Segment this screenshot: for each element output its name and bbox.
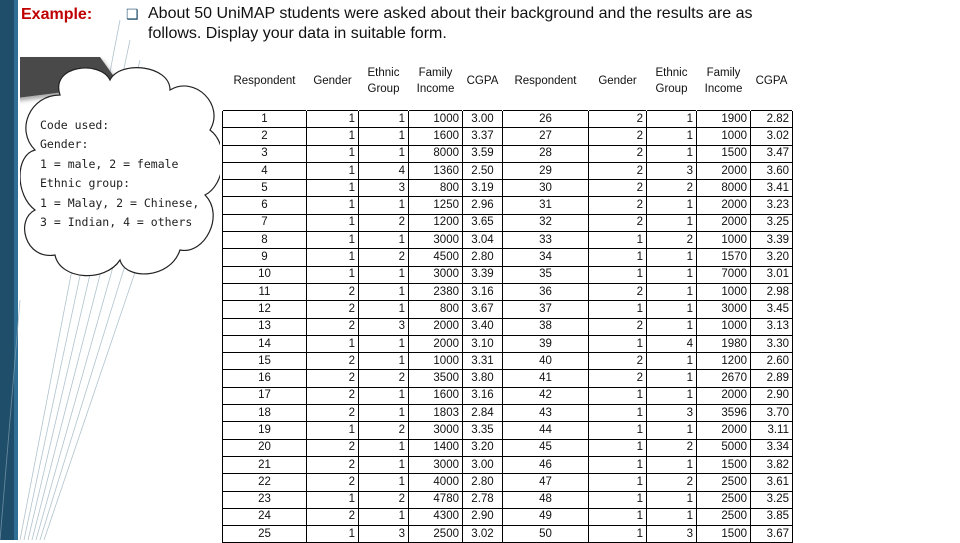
code-note-line: Code used: <box>40 118 110 132</box>
table-cell: 29 <box>503 162 589 179</box>
table-cell: 2 <box>307 439 359 456</box>
table-cell: 3.82 <box>751 456 793 473</box>
table-cell: 3.34 <box>751 439 793 456</box>
table-cell: 1 <box>307 335 359 352</box>
table-cell: 3.16 <box>463 283 503 300</box>
table-cell: 1500 <box>697 456 751 473</box>
table-cell: 1 <box>359 387 409 404</box>
table-cell: 1 <box>307 266 359 283</box>
table-cell: 1500 <box>697 526 751 543</box>
table-cell: 1 <box>647 214 697 231</box>
table-cell: 3.65 <box>463 214 503 231</box>
table-cell: 800 <box>409 180 463 197</box>
table-cell: 1 <box>307 232 359 249</box>
table-cell: 3.20 <box>751 249 793 266</box>
table-cell: 1 <box>589 526 647 543</box>
table-cell: 3000 <box>409 232 463 249</box>
table-cell: 2.84 <box>463 405 503 422</box>
table-cell: 1980 <box>697 335 751 352</box>
table-cell: 15 <box>223 353 307 370</box>
table-cell: 43 <box>503 405 589 422</box>
table-cell: 1 <box>359 439 409 456</box>
table-cell: 2 <box>647 180 697 197</box>
table-cell: 2.82 <box>751 111 793 128</box>
table-row <box>223 318 793 335</box>
table-cell: 2 <box>647 232 697 249</box>
column-header: Family Income <box>416 67 455 95</box>
table-cell: 2 <box>589 128 647 145</box>
table-cell: 1 <box>647 128 697 145</box>
table-cell: 28 <box>503 145 589 162</box>
table-cell: 1 <box>647 456 697 473</box>
table-cell: 2000 <box>697 214 751 231</box>
table-cell: 3 <box>359 180 409 197</box>
table-cell: 8000 <box>697 180 751 197</box>
table-cell: 3 <box>647 405 697 422</box>
table-cell: 1 <box>307 128 359 145</box>
table-cell: 2500 <box>409 526 463 543</box>
table-row <box>223 474 793 491</box>
column-header: Ethnic Group <box>367 67 400 95</box>
table-cell: 3.35 <box>463 422 503 439</box>
table-cell: 1 <box>359 474 409 491</box>
table-cell: 3.00 <box>463 456 503 473</box>
table-cell: 1 <box>589 301 647 318</box>
code-note-line: Gender: <box>40 137 89 152</box>
table-row <box>223 422 793 439</box>
table-cell: 8 <box>223 232 307 249</box>
table-cell: 2000 <box>697 197 751 214</box>
table-cell: 33 <box>503 232 589 249</box>
table-cell: 2 <box>589 370 647 387</box>
table-cell: 2 <box>307 387 359 404</box>
table-cell: 4 <box>647 335 697 352</box>
table-cell: 3 <box>359 318 409 335</box>
table-cell: 3.47 <box>751 145 793 162</box>
table-row <box>223 439 793 456</box>
table-cell: 2 <box>307 405 359 422</box>
table-cell: 2000 <box>697 422 751 439</box>
table-cell: 1 <box>647 283 697 300</box>
table-cell: 1 <box>589 387 647 404</box>
table-cell: 2 <box>307 474 359 491</box>
table-cell: 1 <box>307 162 359 179</box>
table-cell: 3 <box>223 145 307 162</box>
table-cell: 1 <box>307 197 359 214</box>
table-cell: 3 <box>359 526 409 543</box>
table-cell: 2500 <box>697 508 751 525</box>
table-cell: 3.00 <box>463 111 503 128</box>
table-cell: 1 <box>589 422 647 439</box>
table-cell: 2500 <box>697 474 751 491</box>
table-cell: 2 <box>307 370 359 387</box>
table-cell: 3.67 <box>751 526 793 543</box>
heading-line-1: About 50 UniMAP students were asked about their background and the results are as <box>148 5 753 22</box>
table-cell: 12 <box>223 301 307 318</box>
table-cell: 1 <box>359 456 409 473</box>
table-cell: 1 <box>647 197 697 214</box>
table-cell: 36 <box>503 283 589 300</box>
table-cell: 9 <box>223 249 307 266</box>
table-cell: 2 <box>589 283 647 300</box>
table-cell: 17 <box>223 387 307 404</box>
table-cell: 42 <box>503 387 589 404</box>
table-row <box>223 456 793 473</box>
table-cell: 1200 <box>409 214 463 231</box>
table-cell: 46 <box>503 456 589 473</box>
table-cell: 25 <box>223 526 307 543</box>
table-cell: 2.80 <box>463 249 503 266</box>
table-cell: 1 <box>359 145 409 162</box>
table-cell: 1 <box>647 249 697 266</box>
table-body <box>223 111 793 543</box>
table-cell: 5000 <box>697 439 751 456</box>
table-cell: 1 <box>589 439 647 456</box>
table-cell: 4000 <box>409 474 463 491</box>
table-cell: 2380 <box>409 283 463 300</box>
table-cell: 5 <box>223 180 307 197</box>
table-cell: 3.30 <box>751 335 793 352</box>
code-note-line: Ethnic group: <box>40 176 131 191</box>
table-cell: 1 <box>307 249 359 266</box>
table-cell: 1803 <box>409 405 463 422</box>
table-cell: 18 <box>223 405 307 422</box>
table-cell: 3.02 <box>751 128 793 145</box>
table-cell: 8000 <box>409 145 463 162</box>
table-cell: 1 <box>589 405 647 422</box>
table-cell: 3.40 <box>463 318 503 335</box>
column-header: Gender <box>598 75 637 87</box>
table-cell: 1 <box>359 266 409 283</box>
table-cell: 2.89 <box>751 370 793 387</box>
table-cell: 4500 <box>409 249 463 266</box>
table-cell: 2 <box>359 249 409 266</box>
table-cell: 26 <box>503 111 589 128</box>
table-row <box>223 111 793 128</box>
heading-line-2: follows. Display your data in suitable form. <box>148 25 447 42</box>
table-cell: 1 <box>647 318 697 335</box>
table-cell: 3.04 <box>463 232 503 249</box>
column-header: Ethnic Group <box>655 67 688 95</box>
table-cell: 1000 <box>697 232 751 249</box>
table-cell: 3000 <box>409 266 463 283</box>
table-cell: 3.10 <box>463 335 503 352</box>
table-cell: 2 <box>589 318 647 335</box>
table-cell: 1 <box>647 422 697 439</box>
table-cell: 1 <box>647 301 697 318</box>
column-header: Respondent <box>233 75 296 87</box>
table-row <box>223 301 793 318</box>
column-header: CGPA <box>466 75 499 87</box>
table-cell: 1000 <box>697 128 751 145</box>
table-cell: 4 <box>359 162 409 179</box>
table-cell: 3.19 <box>463 180 503 197</box>
table-cell: 1 <box>589 249 647 266</box>
checkbox-bullet-icon: ❑ <box>126 6 139 22</box>
table-cell: 2500 <box>697 491 751 508</box>
table-cell: 19 <box>223 422 307 439</box>
table-cell: 1200 <box>697 353 751 370</box>
table-cell: 2000 <box>409 335 463 352</box>
table-cell: 3.60 <box>751 162 793 179</box>
table-cell: 1 <box>307 214 359 231</box>
column-header: Family Income <box>704 67 743 95</box>
table-row <box>223 197 793 214</box>
table-cell: 1000 <box>409 111 463 128</box>
table-cell: 2 <box>589 353 647 370</box>
table-cell: 44 <box>503 422 589 439</box>
table-cell: 2 <box>307 283 359 300</box>
table-cell: 1 <box>359 197 409 214</box>
table-cell: 3.39 <box>751 232 793 249</box>
table-cell: 2.78 <box>463 491 503 508</box>
table-row <box>223 162 793 179</box>
table-cell: 2 <box>647 474 697 491</box>
table-cell: 1 <box>647 508 697 525</box>
table-cell: 1 <box>647 266 697 283</box>
table-cell: 31 <box>503 197 589 214</box>
table-cell: 3.41 <box>751 180 793 197</box>
table-cell: 2.90 <box>463 508 503 525</box>
table-cell: 2000 <box>697 162 751 179</box>
table-cell: 7 <box>223 214 307 231</box>
table-row <box>223 214 793 231</box>
table-cell: 7000 <box>697 266 751 283</box>
table-cell: 3.16 <box>463 387 503 404</box>
table-cell: 1 <box>589 491 647 508</box>
table-cell: 13 <box>223 318 307 335</box>
table-cell: 1 <box>589 508 647 525</box>
table-cell: 1 <box>307 526 359 543</box>
table-cell: 10 <box>223 266 307 283</box>
table-row <box>223 266 793 283</box>
table-cell: 2.96 <box>463 197 503 214</box>
table-cell: 2 <box>647 439 697 456</box>
table-cell: 1 <box>647 491 697 508</box>
table-cell: 2 <box>307 508 359 525</box>
table-cell: 47 <box>503 474 589 491</box>
table-cell: 1 <box>359 335 409 352</box>
table-cell: 2 <box>359 214 409 231</box>
table-cell: 3.85 <box>751 508 793 525</box>
table-cell: 1600 <box>409 128 463 145</box>
table-cell: 1570 <box>697 249 751 266</box>
table-cell: 3.67 <box>463 301 503 318</box>
table-cell: 50 <box>503 526 589 543</box>
table-cell: 3.01 <box>751 266 793 283</box>
table-cell: 1 <box>589 474 647 491</box>
table-cell: 1 <box>589 266 647 283</box>
table-cell: 30 <box>503 180 589 197</box>
table-cell: 2 <box>359 422 409 439</box>
table-cell: 1 <box>359 508 409 525</box>
table-cell: 16 <box>223 370 307 387</box>
table-header-row <box>223 52 793 111</box>
table-cell: 1 <box>359 128 409 145</box>
table-cell: 1 <box>647 387 697 404</box>
table-cell: 3.61 <box>751 474 793 491</box>
code-note-line: 1 = Malay, 2 = Chinese, <box>40 195 200 210</box>
table-cell: 6 <box>223 197 307 214</box>
table-cell: 38 <box>503 318 589 335</box>
table-cell: 1 <box>307 145 359 162</box>
table-cell: 3000 <box>697 301 751 318</box>
table-cell: 2 <box>589 180 647 197</box>
table-cell: 27 <box>503 128 589 145</box>
table-cell: 2.90 <box>751 387 793 404</box>
table-cell: 2.50 <box>463 162 503 179</box>
table-cell: 1 <box>307 491 359 508</box>
table-cell: 1 <box>307 422 359 439</box>
code-note-line: 3 = Indian, 4 = others <box>40 215 193 230</box>
table-cell: 4300 <box>409 508 463 525</box>
table-cell: 2000 <box>697 387 751 404</box>
table-cell: 3.70 <box>751 405 793 422</box>
table-row <box>223 508 793 525</box>
table-cell: 1400 <box>409 439 463 456</box>
table-cell: 3.23 <box>751 197 793 214</box>
table-row <box>223 387 793 404</box>
table-cell: 1 <box>307 111 359 128</box>
table-row <box>223 249 793 266</box>
table-cell: 1000 <box>697 283 751 300</box>
table-cell: 2 <box>307 353 359 370</box>
table-cell: 14 <box>223 335 307 352</box>
table-cell: 2 <box>307 318 359 335</box>
table-cell: 3.25 <box>751 214 793 231</box>
table-cell: 48 <box>503 491 589 508</box>
table-cell: 1 <box>647 111 697 128</box>
table-cell: 37 <box>503 301 589 318</box>
table-cell: 1 <box>647 370 697 387</box>
table-cell: 3.80 <box>463 370 503 387</box>
table-cell: 1 <box>647 145 697 162</box>
table-cell: 1 <box>359 232 409 249</box>
table-cell: 2 <box>589 214 647 231</box>
table-row <box>223 353 793 370</box>
table-cell: 3.45 <box>751 301 793 318</box>
table-cell: 2.98 <box>751 283 793 300</box>
column-header: CGPA <box>755 75 788 87</box>
table-cell: 1000 <box>697 318 751 335</box>
code-note-line: 1 = male, 2 = female <box>40 156 179 171</box>
student-data-table <box>222 51 793 543</box>
table-cell: 1 <box>223 111 307 128</box>
table-cell: 34 <box>503 249 589 266</box>
table-cell: 3.13 <box>751 318 793 335</box>
table-cell: 1 <box>307 180 359 197</box>
table-cell: 3.02 <box>463 526 503 543</box>
table-row <box>223 335 793 352</box>
table-cell: 1 <box>359 283 409 300</box>
table-cell: 1600 <box>409 387 463 404</box>
table-cell: 2 <box>223 128 307 145</box>
table-row <box>223 405 793 422</box>
table-cell: 1 <box>359 405 409 422</box>
table-cell: 45 <box>503 439 589 456</box>
table-cell: 1900 <box>697 111 751 128</box>
table-row <box>223 128 793 145</box>
table-cell: 23 <box>223 491 307 508</box>
table-row <box>223 180 793 197</box>
table-cell: 1 <box>589 456 647 473</box>
table-cell: 2 <box>307 456 359 473</box>
table-cell: 3.31 <box>463 353 503 370</box>
example-label: Example: <box>21 6 93 23</box>
table-row <box>223 491 793 508</box>
table-cell: 1 <box>589 232 647 249</box>
table-cell: 40 <box>503 353 589 370</box>
table-cell: 35 <box>503 266 589 283</box>
table-cell: 2000 <box>409 318 463 335</box>
table-cell: 11 <box>223 283 307 300</box>
table-cell: 1360 <box>409 162 463 179</box>
table-cell: 800 <box>409 301 463 318</box>
table-cell: 2.80 <box>463 474 503 491</box>
table-cell: 1000 <box>409 353 463 370</box>
table-cell: 22 <box>223 474 307 491</box>
code-note-text <box>40 116 210 232</box>
table-cell: 3 <box>647 162 697 179</box>
table-row <box>223 283 793 300</box>
table-cell: 3.37 <box>463 128 503 145</box>
table-cell: 3 <box>647 526 697 543</box>
table-cell: 1 <box>589 335 647 352</box>
table-cell: 3.25 <box>751 491 793 508</box>
table-cell: 2 <box>307 301 359 318</box>
table-cell: 1 <box>359 353 409 370</box>
column-header: Respondent <box>514 75 577 87</box>
table-cell: 3.20 <box>463 439 503 456</box>
table-cell: 4 <box>223 162 307 179</box>
table-cell: 3000 <box>409 456 463 473</box>
table-cell: 2 <box>589 162 647 179</box>
table-cell: 4780 <box>409 491 463 508</box>
table-cell: 2 <box>359 370 409 387</box>
table-cell: 2 <box>589 111 647 128</box>
table-cell: 49 <box>503 508 589 525</box>
table-cell: 1 <box>647 353 697 370</box>
table-row <box>223 232 793 249</box>
column-header: Gender <box>313 75 352 87</box>
table-cell: 2670 <box>697 370 751 387</box>
table-cell: 32 <box>503 214 589 231</box>
table-cell: 3000 <box>409 422 463 439</box>
table-row <box>223 145 793 162</box>
table-cell: 1 <box>359 111 409 128</box>
table-cell: 1 <box>359 301 409 318</box>
table-cell: 3.11 <box>751 422 793 439</box>
table-cell: 3500 <box>409 370 463 387</box>
table-cell: 3596 <box>697 405 751 422</box>
table-cell: 1250 <box>409 197 463 214</box>
table-cell: 2 <box>589 145 647 162</box>
table-cell: 2 <box>359 491 409 508</box>
table-row <box>223 370 793 387</box>
table-cell: 21 <box>223 456 307 473</box>
table-cell: 2 <box>589 197 647 214</box>
table-cell: 2.60 <box>751 353 793 370</box>
table-cell: 1500 <box>697 145 751 162</box>
table-cell: 39 <box>503 335 589 352</box>
table-cell: 24 <box>223 508 307 525</box>
table-cell: 20 <box>223 439 307 456</box>
table-cell: 3.59 <box>463 145 503 162</box>
table-cell: 3.39 <box>463 266 503 283</box>
table-cell: 41 <box>503 370 589 387</box>
table-row <box>223 526 793 543</box>
